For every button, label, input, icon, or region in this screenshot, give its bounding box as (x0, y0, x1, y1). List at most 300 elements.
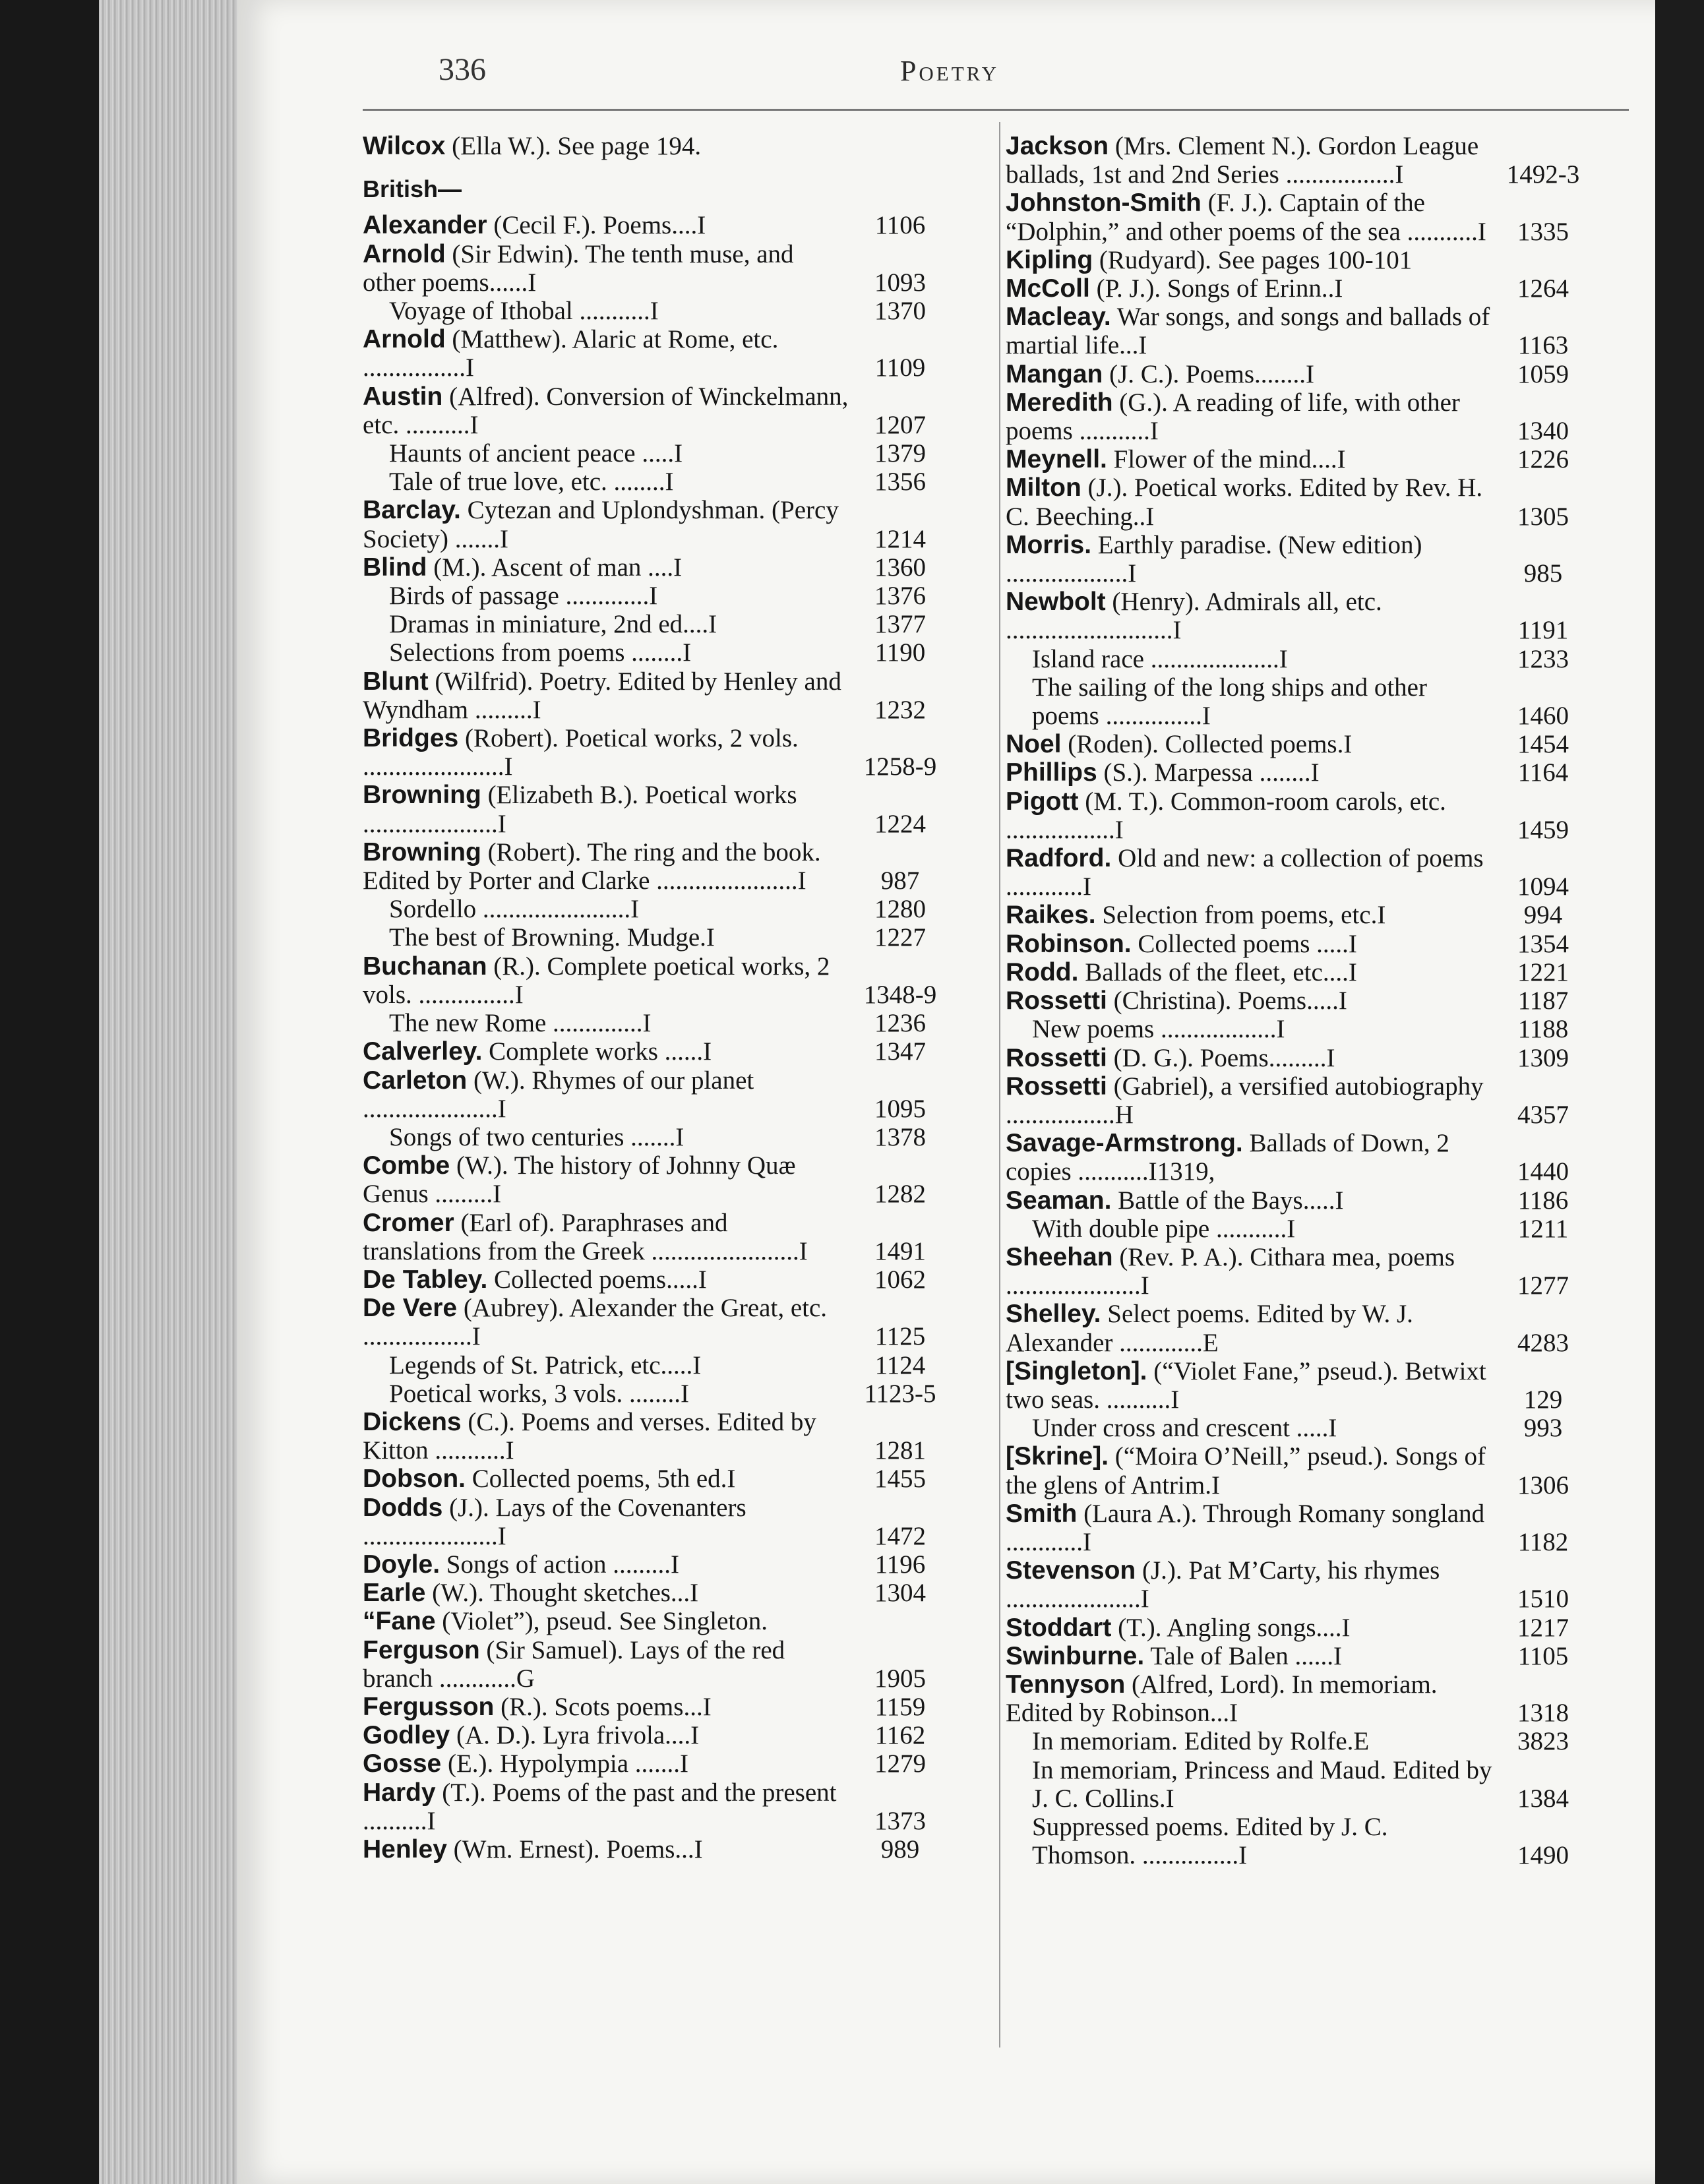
index-entry (363, 1636, 943, 1693)
right-entry-list (1006, 132, 1586, 1869)
entry-title: (Rudyard). See pages 100-101 (1093, 245, 1413, 274)
entry-call-number: 1340 (1517, 417, 1569, 446)
entry-author: Noel (1006, 730, 1062, 759)
entry-author: Ferguson (363, 1635, 480, 1664)
entry-title: (Violet”), pseud. See Singleton. (435, 1607, 768, 1636)
index-entry (1006, 1357, 1586, 1414)
entry-call-number: 1211 (1517, 1214, 1569, 1243)
entry-author: Gosse (363, 1749, 442, 1778)
entry-author: Stevenson (1006, 1556, 1136, 1585)
entry-title: Collected poems, 5th ed.I (465, 1465, 736, 1494)
entry-call-number: 1105 (1517, 1641, 1569, 1670)
index-entry (363, 1835, 943, 1864)
entry-title: Tale of true love, etc. ........I (389, 468, 674, 497)
entry-call-number: 1472 (874, 1521, 926, 1550)
entry-call-number: 1455 (874, 1465, 926, 1494)
index-entry (363, 382, 943, 439)
entry-title: Ballads of Down, 2 copies ...........I1319, (1006, 1129, 1449, 1186)
index-entry (1006, 1727, 1586, 1755)
entry-author: Calverley. (363, 1037, 483, 1066)
index-entry (363, 724, 943, 781)
entry-title: (Laura A.). Through Romany songland ............I (1006, 1499, 1485, 1556)
entry-author: Arnold (363, 239, 446, 268)
index-entry (1006, 1500, 1586, 1556)
entry-author: Rodd. (1006, 957, 1079, 986)
index-entry (363, 1550, 943, 1579)
entry-author: Savage-Armstrong. (1006, 1129, 1243, 1158)
entry-call-number: 1258-9 (863, 752, 937, 781)
entry-call-number: 1217 (1517, 1613, 1569, 1642)
index-entry (1006, 303, 1586, 359)
entry-author: Alexander (363, 211, 487, 240)
entry-title: (Sir Edwin). The tenth muse, and other poems......I (363, 239, 794, 297)
entry-title: (Gabriel), a versified autobiography .................H (1006, 1072, 1484, 1129)
left-entry-list (363, 211, 943, 1864)
entry-author: Johnston-Smith (1006, 189, 1202, 218)
entry-call-number: 1905 (874, 1664, 926, 1693)
entry-author: Robinson. (1006, 929, 1132, 958)
entry-author: De Tabley. (363, 1265, 488, 1294)
entry-call-number: 1318 (1517, 1699, 1569, 1728)
entry-call-number: 1277 (1517, 1271, 1569, 1300)
index-entry (363, 1749, 943, 1778)
index-entry (363, 952, 943, 1009)
entry-title: (W.). Rhymes of our planet .....................I (363, 1066, 754, 1123)
entry-title: (“Violet Fane,” pseud.). Betwixt two seas. ..........I (1006, 1356, 1486, 1414)
entry-author: Cromer (363, 1208, 454, 1237)
entry-call-number: 1196 (874, 1550, 926, 1579)
entry-call-number: 129 (1523, 1385, 1563, 1414)
index-entry (1006, 1556, 1586, 1613)
entry-author: Hardy (363, 1778, 436, 1807)
entry-title: (J.). Poetical works. Edited by Rev. H. C. Beeching..I (1006, 473, 1483, 531)
entry-author: Arnold (363, 325, 446, 354)
index-entry (1006, 1670, 1586, 1727)
entry-title: (A. D.). Lyra frivola....I (450, 1721, 700, 1750)
entry-author: Raikes. (1006, 901, 1096, 930)
index-entry (363, 781, 943, 837)
next-page-shadow (1655, 0, 1704, 2184)
entry-call-number: 1309 (1517, 1043, 1569, 1072)
index-entry (363, 923, 943, 952)
entry-call-number: 1187 (1517, 986, 1569, 1016)
entry-call-number: 1306 (1517, 1471, 1569, 1500)
index-entry (363, 1209, 943, 1265)
entry-title: (Sir Samuel). Lays of the red branch ............G (363, 1635, 785, 1693)
column-divider (999, 122, 1000, 2048)
entry-author: Carleton (363, 1066, 468, 1095)
entry-author: Mangan (1006, 359, 1103, 388)
entry-title: Old and new: a collection of poems ............I (1006, 844, 1484, 901)
index-entry (1006, 1614, 1586, 1642)
index-entry (1006, 445, 1586, 473)
entry-call-number: 1163 (1517, 331, 1569, 360)
entry-call-number: 1221 (1517, 957, 1569, 986)
entry-title: (Rev. P. A.). Cithara mea, poems .....................I (1006, 1242, 1455, 1300)
entry-title: The sailing of the long ships and other poems ...............I (1032, 673, 1427, 731)
entry-author: Doyle. (363, 1550, 441, 1579)
entry-call-number: 1109 (874, 353, 926, 382)
entry-author: Newbolt (1006, 588, 1106, 617)
entry-call-number: 1279 (874, 1749, 926, 1778)
index-entry (1006, 473, 1586, 530)
index-entry (363, 895, 943, 923)
entry-title: (F. J.). Captain of the “Dolphin,” and other poems of the sea ...........I (1006, 189, 1486, 246)
entry-author: Blind (363, 553, 427, 582)
index-entry (363, 1009, 943, 1037)
entry-call-number: 1360 (874, 553, 926, 582)
index-entry (1006, 189, 1586, 245)
entry-author: Pigott (1006, 787, 1079, 816)
entry-title: (T.). Angling songs....I (1111, 1613, 1351, 1642)
entry-title: (Aubrey). Alexander the Great, etc. .................I (363, 1294, 828, 1351)
entry-title: (“Moira O’Neill,” pseud.). Songs of the glens of Antrim.I (1006, 1442, 1486, 1500)
entry-title: Select poems. Edited by W. J. Alexander .............E (1006, 1300, 1413, 1357)
entry-call-number: 1490 (1517, 1841, 1569, 1870)
entry-author: Swinburne. (1006, 1641, 1145, 1670)
entry-title: (Roden). Collected poems.I (1061, 730, 1353, 759)
index-entry (1006, 986, 1586, 1015)
entry-title: (J. C.). Poems........I (1103, 359, 1315, 388)
entry-author: Browning (363, 837, 481, 866)
index-entry (363, 1494, 943, 1550)
entry-title: (Robert). Poetical works, 2 vols. ......................I (363, 724, 799, 781)
entry-title: (D. G.). Poems.........I (1107, 1043, 1335, 1072)
entry-title: Flower of the mind....I (1107, 445, 1346, 474)
entry-call-number: 1491 (874, 1236, 926, 1265)
entry-author: De Vere (363, 1294, 458, 1323)
entry-call-number: 1347 (874, 1037, 926, 1066)
entry-call-number: 1233 (1517, 644, 1569, 673)
entry-call-number: 1356 (874, 468, 926, 497)
entry-author: Rossetti (1006, 1043, 1107, 1072)
entry-author: [Skrine]. (1006, 1442, 1109, 1471)
index-entry (1006, 360, 1586, 388)
index-entry (363, 1778, 943, 1835)
entry-call-number: 1510 (1517, 1585, 1569, 1614)
index-entry (363, 240, 943, 297)
entry-author: [Singleton]. (1006, 1356, 1147, 1385)
entry-title: (Mrs. Clement N.). Gordon League ballads, 1st and 2nd Series .................I (1006, 132, 1479, 189)
entry-author: Macleay. (1006, 303, 1111, 332)
index-entry (1006, 1129, 1586, 1186)
entry-title: Birds of passage .............I (389, 582, 658, 611)
entry-title: (M.). Ascent of man ....I (427, 553, 683, 582)
entry-title: The best of Browning. Mudge.I (389, 923, 715, 952)
entry-title: (G.). A reading of life, with other poems ...........I (1006, 388, 1460, 446)
entry-call-number: 1373 (874, 1806, 926, 1835)
entry-author: Dobson. (363, 1465, 466, 1494)
page-number: 336 (439, 52, 486, 87)
entry-author: Kipling (1006, 245, 1093, 274)
entry-call-number: 1282 (874, 1180, 926, 1209)
entry-call-number: 1186 (1517, 1186, 1569, 1215)
entry-title: (Robert). The ring and the book. Edited by Porter and Clarke ......................I (363, 837, 821, 895)
entry-call-number: 1164 (1517, 758, 1569, 787)
index-entry (1006, 1072, 1586, 1129)
entry-title: In memoriam, Princess and Maud. Edited by J. C. Collins.I (1032, 1755, 1492, 1813)
entry-call-number: 1125 (874, 1322, 926, 1351)
entry-title: With double pipe ...........I (1032, 1214, 1296, 1243)
entry-title: Haunts of ancient peace .....I (389, 439, 683, 468)
index-entry (363, 325, 943, 382)
entry-author: Milton (1006, 473, 1081, 502)
index-entry (1006, 1015, 1586, 1043)
index-entry (1006, 844, 1586, 901)
entry-call-number: 1377 (874, 610, 926, 639)
entry-title: (J.). Pat M’Carty, his rhymes .....................I (1006, 1556, 1440, 1614)
entry-call-number: 4357 (1517, 1100, 1569, 1129)
entry-title: Earthly paradise. (New edition) ...................I (1006, 530, 1422, 588)
index-entry (1006, 787, 1586, 844)
entry-title: Tale of Balen ......I (1144, 1641, 1342, 1670)
entry-author: Austin (363, 382, 443, 411)
entry-call-number: 985 (1523, 559, 1563, 588)
entry-call-number: 1454 (1517, 730, 1569, 759)
index-entry (1006, 758, 1586, 787)
entry-author: Phillips (1006, 758, 1097, 787)
entry-title: (M. T.). Common-room carols, etc. .................I (1006, 787, 1446, 844)
entry-call-number: 1124 (874, 1350, 926, 1380)
entry-title: Songs of two centuries .......I (389, 1122, 685, 1151)
index-entry (363, 553, 943, 582)
index-entry (1006, 1414, 1586, 1442)
entry-call-number: 1376 (874, 582, 926, 611)
entry-wilcox: Wilcox (Ella W.). See page 194. (363, 132, 702, 160)
index-entry (1006, 1813, 1586, 1869)
entry-author: Buchanan (363, 952, 487, 981)
entry-author: Sheehan (1006, 1242, 1113, 1271)
index-entry (363, 838, 943, 895)
index-entry (363, 496, 943, 553)
index-entry (363, 610, 943, 638)
index-entry (363, 439, 943, 468)
entry-call-number: 1280 (874, 895, 926, 924)
entry-author: Shelley. (1006, 1300, 1101, 1329)
index-entry (363, 1408, 943, 1465)
index-entry (1006, 1215, 1586, 1243)
entry-title: (C.). Poems and verses. Edited by Kitton ...........I (363, 1407, 816, 1465)
entry-author: McColl (1006, 274, 1090, 303)
entry-call-number: 1214 (874, 524, 926, 553)
index-entry (1006, 645, 1586, 673)
entry-title: Complete works ......I (482, 1037, 712, 1066)
entry-author: Henley (363, 1835, 447, 1864)
entry-author: “Fane (363, 1607, 436, 1636)
index-entry (1006, 388, 1586, 445)
section-heading: British— (363, 175, 462, 203)
entry-title: (Alfred, Lord). In memoriam. Edited by Robinson...I (1006, 1670, 1438, 1728)
index-entry (1006, 1186, 1586, 1215)
entry-title: (Christina). Poems.....I (1107, 986, 1347, 1016)
entry-title: (W.). The history of Johnny Quæ Genus .........I (363, 1151, 796, 1209)
entry-title: (J.). Lays of the Covenanters .....................I (363, 1493, 746, 1550)
entry-title: (Wm. Ernest). Poems...I (446, 1835, 703, 1864)
index-entry (1006, 958, 1586, 986)
index-entry (1006, 730, 1586, 758)
entry-call-number: 1459 (1517, 815, 1569, 844)
entry-title: Collected poems .....I (1131, 929, 1357, 958)
index-entry (1006, 1642, 1586, 1670)
entry-call-number: 1232 (874, 695, 926, 724)
index-entry (363, 582, 943, 610)
index-entry (363, 638, 943, 667)
index-entry (1006, 1442, 1586, 1499)
entry-call-number: 1123-5 (864, 1379, 936, 1408)
entry-title: The new Rome ..............I (389, 1009, 652, 1038)
entry-title: Collected poems.....I (487, 1265, 707, 1294)
entry-author: Combe (363, 1151, 450, 1180)
right-column (1006, 132, 1586, 1869)
entry-call-number: 1370 (874, 297, 926, 326)
index-entry (363, 468, 943, 496)
running-head: Poetry (899, 55, 1000, 87)
index-entry (1006, 1300, 1586, 1356)
entry-title: Dramas in miniature, 2nd ed....I (389, 610, 717, 639)
index-entry (363, 211, 943, 239)
entry-title: (Elizabeth B.). Poetical works .....................I (363, 781, 797, 838)
entry-call-number: 1191 (1517, 616, 1569, 645)
entry-author: Dickens (363, 1407, 462, 1436)
entry-title: (T.). Poems of the past and the present ..........I (363, 1778, 837, 1835)
entry-title: War songs, and songs and ballads of martial life...I (1006, 303, 1490, 360)
entry-author: Barclay. (363, 496, 461, 525)
entry-title: (S.). Marpessa ........I (1097, 758, 1320, 787)
entry-title: (Earl of). Paraphrases and translations from the Greek .......................I (363, 1208, 808, 1265)
entry-call-number: 1440 (1517, 1157, 1569, 1186)
entry-call-number: 1264 (1517, 274, 1569, 303)
index-entry (363, 1123, 943, 1151)
entry-title: (R.). Complete poetical works, 2 vols. ...............I (363, 952, 830, 1009)
entry-call-number: 1093 (874, 268, 926, 297)
entry-title: (Alfred). Conversion of Winckelmann, etc. ..........I (363, 382, 849, 439)
entry-title: Under cross and crescent .....I (1032, 1414, 1337, 1443)
entry-call-number: 1281 (874, 1436, 926, 1465)
index-entry (1006, 531, 1586, 588)
entry-author: Morris. (1006, 530, 1092, 559)
entry-call-number: 1378 (874, 1122, 926, 1151)
entry-call-number: 987 (880, 866, 920, 895)
index-entry (363, 1380, 943, 1408)
entry-title: Songs of action .........I (440, 1550, 679, 1579)
index-entry (363, 297, 943, 325)
book-page (237, 0, 1662, 2184)
index-entry (1006, 246, 1586, 274)
entry-author: Rossetti (1006, 1072, 1107, 1101)
entry-call-number: 994 (1523, 901, 1563, 930)
index-entry (363, 1265, 943, 1294)
entry-title: (Henry). Admirals all, etc. ..........................I (1006, 588, 1382, 645)
entry-call-number: 1227 (874, 923, 926, 952)
entry-title: Selection from poems, etc.I (1095, 901, 1386, 930)
entry-call-number: 1492-3 (1506, 160, 1580, 189)
header-rule (363, 109, 1629, 111)
entry-call-number: 1224 (874, 809, 926, 838)
index-entry (1006, 132, 1586, 189)
index-entry (1006, 588, 1586, 644)
entry-author: Smith (1006, 1499, 1078, 1528)
entry-call-number: 1335 (1517, 217, 1569, 246)
entry-call-number: 1236 (874, 1009, 926, 1038)
index-entry (363, 1465, 943, 1493)
index-entry (363, 1693, 943, 1721)
entry-title: New poems ..................I (1032, 1015, 1285, 1044)
page-header (237, 40, 1662, 99)
entry-call-number: 1384 (1517, 1784, 1569, 1813)
index-entry (363, 1579, 943, 1607)
index-entry (363, 667, 943, 724)
entry-call-number: 1059 (1517, 359, 1569, 388)
entry-call-number: 989 (880, 1835, 920, 1864)
entry-title: Voyage of Ithobal ...........I (389, 297, 659, 326)
entry-title: (Wilfrid). Poetry. Edited by Henley and Wyndham .........I (363, 667, 841, 724)
index-entry (1006, 673, 1586, 730)
index-entry (363, 1037, 943, 1066)
index-entry (363, 1721, 943, 1749)
entry-call-number: 1226 (1517, 445, 1569, 474)
entry-call-number: 4283 (1517, 1328, 1569, 1357)
entry-call-number: 1162 (874, 1721, 926, 1750)
entry-call-number: 1460 (1517, 702, 1569, 731)
index-entry (1006, 1756, 1586, 1813)
entry-call-number: 1207 (874, 410, 926, 439)
index-entry (363, 1351, 943, 1380)
index-entry (1006, 274, 1586, 303)
entry-author: Jackson (1006, 132, 1109, 160)
entry-author: Stoddart (1006, 1613, 1112, 1642)
entry-title: In memoriam. Edited by Rolfe.E (1032, 1727, 1370, 1756)
entry-call-number: 1188 (1517, 1015, 1569, 1044)
entry-title: Battle of the Bays.....I (1111, 1186, 1344, 1215)
entry-author: Browning (363, 781, 481, 810)
index-entry (1006, 930, 1586, 958)
entry-title: Cytezan and Uplondyshman. (Percy Society) .......I (363, 496, 839, 553)
index-entry (363, 1294, 943, 1350)
entry-call-number: 1379 (874, 439, 926, 468)
entry-call-number: 1348-9 (863, 980, 937, 1009)
entry-call-number: 3823 (1517, 1727, 1569, 1756)
entry-author: Earle (363, 1579, 426, 1608)
entry-author: Blunt (363, 667, 429, 696)
entry-title: (R.). Scots poems...I (494, 1692, 712, 1721)
entry-title: (W.). Thought sketches...I (425, 1579, 699, 1608)
entry-author: Meynell. (1006, 445, 1107, 474)
index-entry (363, 1607, 943, 1635)
entry-author: Rossetti (1006, 986, 1107, 1016)
entry-title: Selections from poems ........I (389, 638, 692, 667)
entry-author: Meredith (1006, 388, 1113, 417)
entry-call-number: 1305 (1517, 502, 1569, 531)
entry-title: (E.). Hypolympia .......I (441, 1749, 688, 1778)
entry-title: Legends of St. Patrick, etc.....I (389, 1350, 702, 1380)
entry-call-number: 1304 (874, 1579, 926, 1608)
entry-call-number: 993 (1523, 1414, 1563, 1443)
index-entry (1006, 901, 1586, 929)
entry-author: Bridges (363, 724, 459, 753)
index-entry (1006, 1044, 1586, 1072)
entry-author: Tennyson (1006, 1670, 1126, 1699)
entry-title: Suppressed poems. Edited by J. C. Thomson. ...............I (1032, 1812, 1388, 1870)
entry-title: (Matthew). Alaric at Rome, etc. ................I (363, 325, 779, 382)
index-entry (363, 1066, 943, 1123)
entry-call-number: 1190 (874, 638, 926, 667)
entry-title: Island race ....................I (1032, 644, 1288, 673)
index-entry (1006, 1243, 1586, 1300)
entry-call-number: 1094 (1517, 872, 1569, 901)
entry-title: Poetical works, 3 vols. ........I (389, 1379, 689, 1408)
entry-call-number: 1354 (1517, 929, 1569, 958)
entry-title: Ballads of the fleet, etc....I (1078, 957, 1357, 986)
